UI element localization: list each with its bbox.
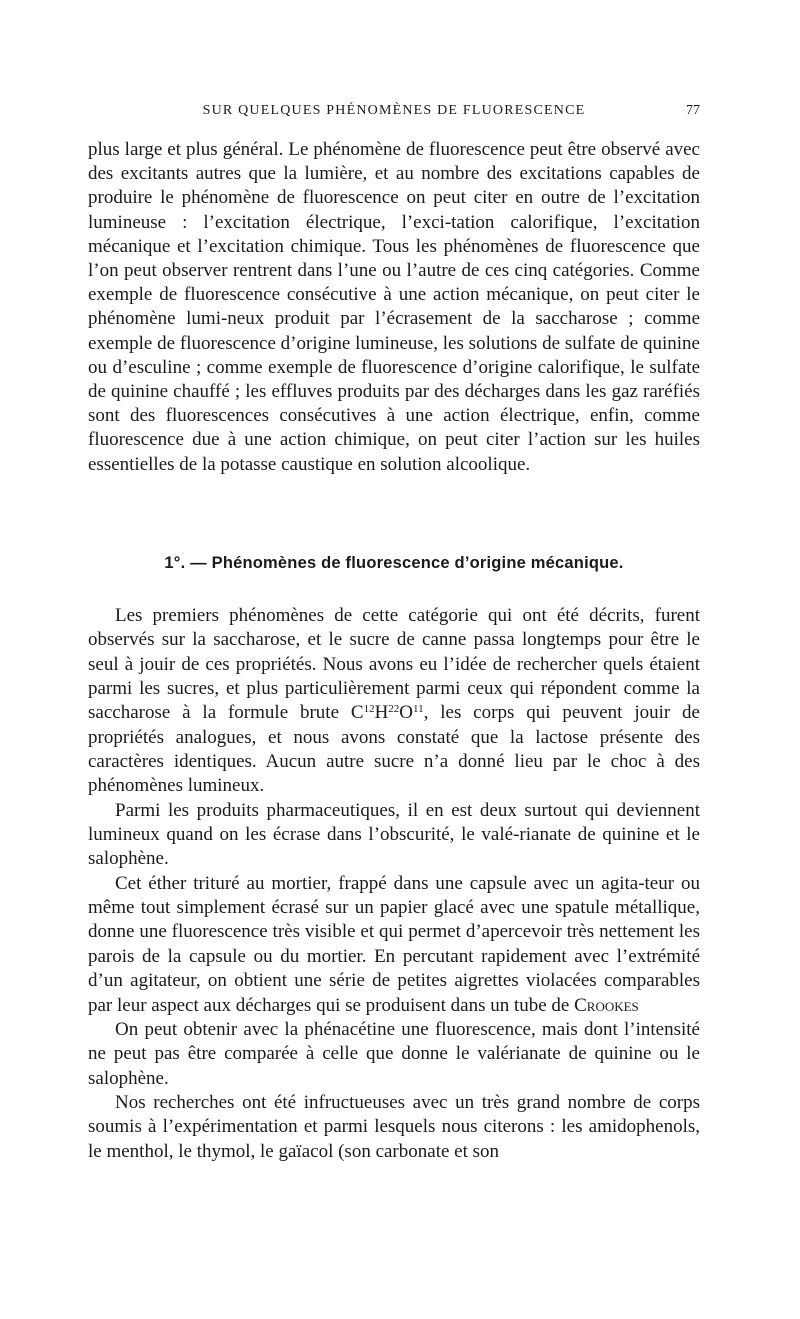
chemical-formula: $C^{12}H^{22}O^{11}$: [350, 702, 424, 724]
paragraph-1-after-formula: , les corps qui peuvent jouir de propriétés analogues, et nous avons constaté que la lactose présente des caractères identiques. Aucun autre sucre n’a donné lieu par le choc à des phénomènes lumineux.: [88, 702, 700, 797]
intro-text-block: [88, 138, 700, 477]
section-text-block: [88, 604, 700, 1164]
author-name-crookes: Crookes: [574, 994, 639, 1016]
paragraph-5: Nos recherches ont été infructueuses avec un très grand nombre de corps soumis à l’expérimentation et parmi lesquels nous citerons : les amidophenols, le menthol, le thymol, le gaïacol (son carbonate et son: [88, 1091, 700, 1162]
paragraph-1: [88, 604, 700, 799]
paragraph-1-before-formula: Les premiers phénomènes de cette catégorie qui ont été décrits, furent observés sur la saccharose, et le sucre de canne passa longtemps pour être le seul à jouir de ces propriétés. Nous avons eu l’idée de rechercher quels étaient parmi les sucres, et plus particulièrement parmi ceux qui répondent comme la saccharose à la formule brute: [88, 605, 700, 724]
section-heading: 1°. — Phénomènes de fluorescence d’origine mécanique.: [164, 554, 624, 572]
paragraph-3-text: Cet éther trituré au mortier, frappé dans une capsule avec un agita-teur ou même tout simplement écrasé sur un papier glacé avec une spatule métallique, donne une fluorescence très visible et qui permet d’apercevoir très nettement les parois de la capsule ou du mortier. En percutant rapidement avec l’extrémité d’un agitateur, on obtient une série de petites aigrettes violacées comparables par leur aspect aux décharges qui se produisent dans un tube de: [88, 872, 700, 1016]
running-head: [88, 100, 700, 124]
paragraph-3: [88, 872, 700, 1018]
page-number: 77: [686, 103, 700, 118]
running-head-title: SUR QUELQUES PHÉNOMÈNES DE FLUORESCENCE: [202, 103, 586, 118]
paragraph-4: On peut obtenir avec la phénacétine une fluorescence, mais dont l’intensité ne peut pas être comparée à celle que donne le valérianate de quinine ou le salophène.: [88, 1018, 700, 1089]
paragraph-2: Parmi les produits pharmaceutiques, il en est deux surtout qui deviennent lumineux quand on les écrase dans l’obscurité, le valé-rianate de quinine et le salophène.: [88, 799, 700, 870]
intro-paragraph: plus large et plus général. Le phénomène de fluorescence peut être observé avec des excitants autres que la lumière, et au nombre des excitations capables de produire le phénomène de fluorescence on peut citer en outre de l’excitation lumineuse : l’excitation électrique, l’exci-tation calorifique, l’excitation mécanique et l’excitation chimique. Tous les phénomènes de fluorescence que l’on peut observer rentrent dans l’une ou l’autre de ces cinq catégories. Comme exemple de fluorescence consécutive à une action mécanique, on peut citer le phénomène lumi-neux produit par l’écrasement de la saccharose ; comme exemple de fluorescence d’origine lumineuse, les solutions de sulfate de quinine ou d’esculine ; comme exemple de fluorescence d’origine calorifique, le sulfate de quinine chauffé ; les effluves produits par des décharges dans les gaz raréfiés sont des fluorescences consécutives à une action électrique, enfin, comme fluorescence due à une action chimique, on peut citer l’action sur les huiles essentielles de la potasse caustique en solution alcoolique.: [88, 139, 700, 475]
